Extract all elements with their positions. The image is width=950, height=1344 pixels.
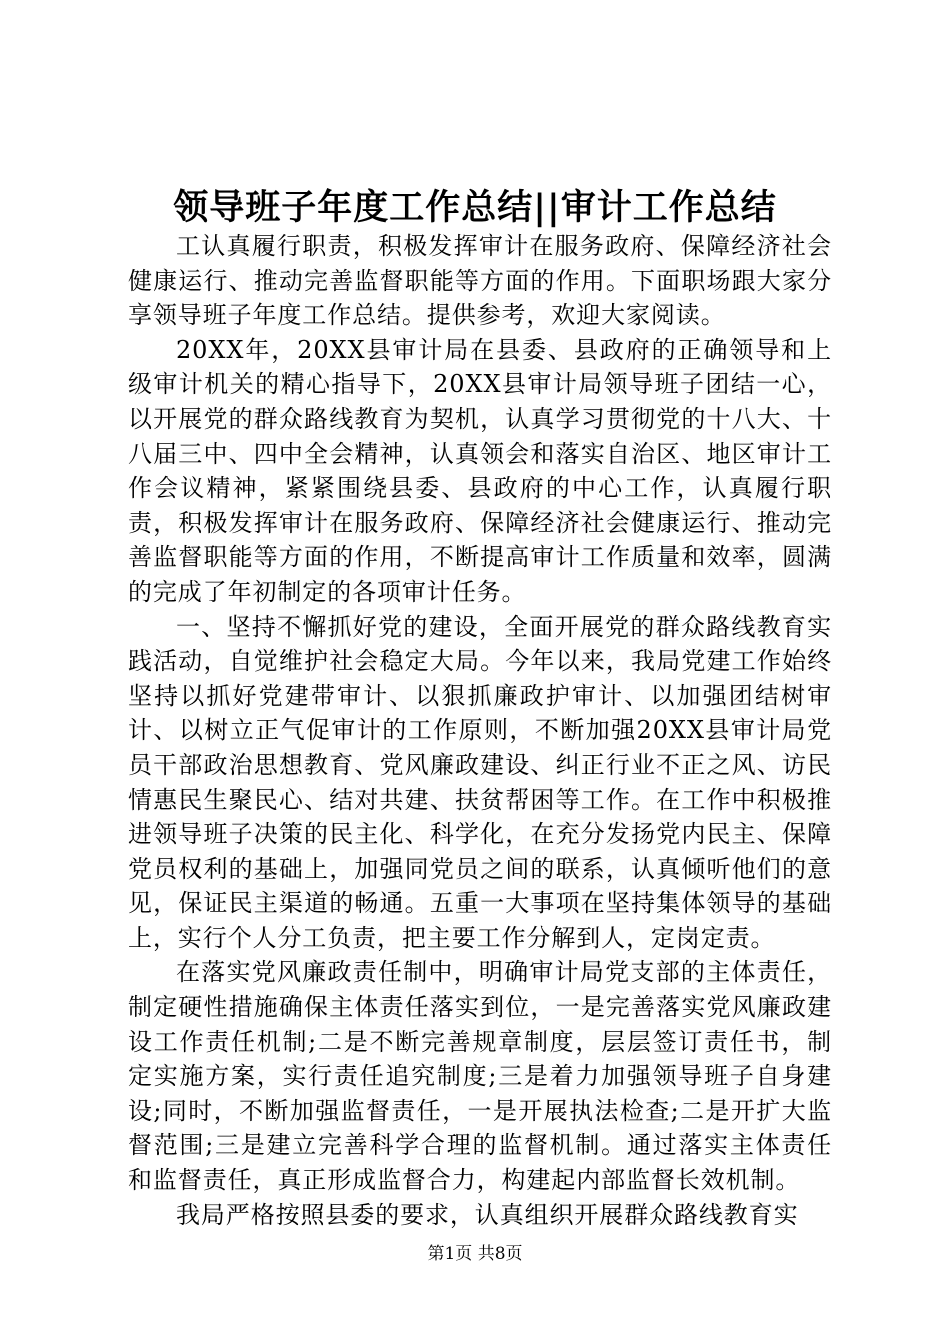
paragraph-overview: 20XX年，20XX县审计局在县委、县政府的正确领导和上级审计机关的精心指导下，20XX县审计局领导班子团结一心，以开展党的群众路线教育为契机，认真学习贯彻党的十八大、十八届三中、四中全会精神，认真领会和落实自治区、地区审计工作会议精神，紧紧围绕县委、县政府的中心工作，认真履行职责，积极发挥审计在服务政府、保障经济社会健康运行、推动完善监督职能等方面的作用，不断提高审计工作质量和效率，圆满的完成了年初制定的各项审计任务。 [128, 335, 832, 606]
paragraph-intro: 工认真履行职责，积极发挥审计在服务政府、保障经济社会健康运行、推动完善监督职能等方面的作用。下面职场跟大家分享领导班子年度工作总结。提供参考，欢迎大家阅读。 [128, 232, 832, 330]
document-body [128, 229, 832, 1232]
document-title: 领导班子年度工作总结||审计工作总结 [173, 187, 777, 228]
paragraph-mass-line: 我局严格按照县委的要求，认真组织开展群众路线教育实 [176, 1200, 799, 1229]
paragraph-responsibility: 在落实党风廉政责任制中，明确审计局党支部的主体责任，制定硬性措施确保主体责任落实到位，一是完善落实党风廉政建设工作责任机制;二是不断完善规章制度，层层签订责任书，制定实施方案，实行责任追究制度;三是着力加强领导班子自身建设;同时，不断加强监督责任，一是开展执法检查;二是开扩大监督范围;三是建立完善科学合理的监督机制。通过落实主体责任和监督责任，真正形成监督合力，构建起内部监督长效机制。 [128, 958, 832, 1195]
paragraph-party-building: 一、坚持不懈抓好党的建设，全面开展党的群众路线教育实践活动，自觉维护社会稳定大局。今年以来，我局党建工作始终坚持以抓好党建带审计、以狠抓廉政护审计、以加强团结树审计、以树立正气促审计的工作原则，不断加强20XX县审计局党员干部政治思想教育、党风廉政建设、纠正行业不正之风、访民情惠民生聚民心、结对共建、扶贫帮困等工作。在工作中积极推进领导班子决策的民主化、科学化，在充分发扬党内民主、保障党员权利的基础上，加强同党员之间的联系，认真倾听他们的意见，保证民主渠道的畅通。五重一大事项在坚持集体领导的基础上，实行个人分工负责，把主要工作分解到人，定岗定责。 [128, 612, 832, 952]
page-number-footer: 第1页 共8页 [427, 1244, 523, 1264]
